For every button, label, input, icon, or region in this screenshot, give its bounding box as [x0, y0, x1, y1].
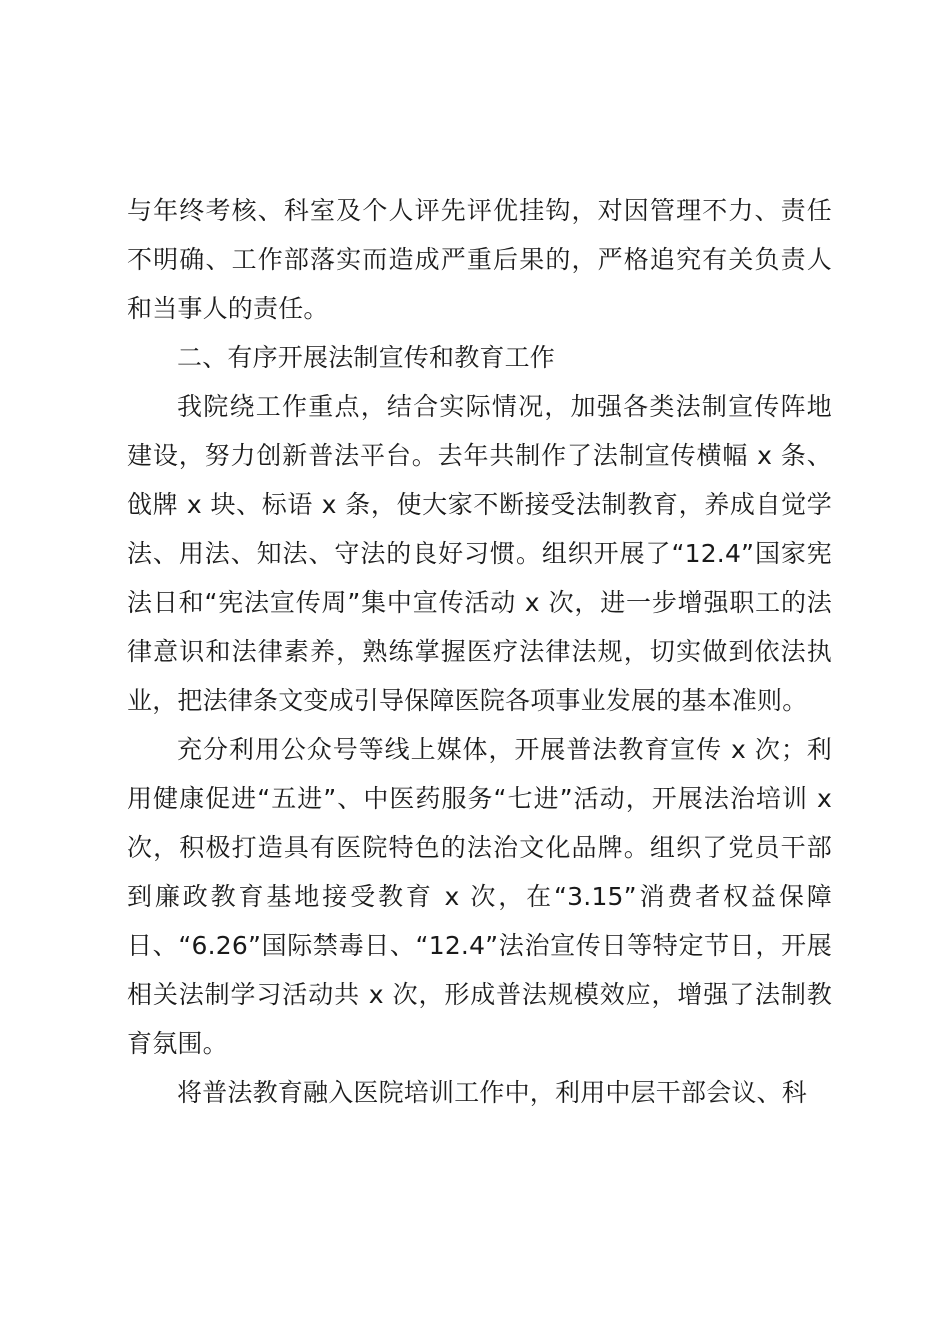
body-paragraph: 我院绕工作重点，结合实际情况，加强各类法制宣传阵地建设，努力创新普法平台。去年共制作了法制宣传横幅 x 条、戗牌 x 块、标语 x 条，使大家不断接受法制教育，养成自觉学法、用法、知法、守法的良好习惯。组织开展了“12.4”国家宪法日和“宪法宣传周”集中宣传活动 x 次，进一步增强职工的法律意识和法律素养，熟练掌握医疗法律法规，切实做到依法执业，把法律条文变成引导保障医院各项事业发展的基本准则。 [127, 392, 832, 715]
section-heading: 二、有序开展法制宣传和教育工作 [177, 343, 556, 372]
continuation-paragraph: 与年终考核、科室及个人评先评优挂钩，对因管理不力、责任不明确、工作部落实而造成严重后果的，严格追究有关负责人和当事人的责任。 [127, 196, 832, 323]
document-body [127, 186, 832, 1117]
body-paragraph: 将普法教育融入医院培训工作中，利用中层干部会议、科 [177, 1078, 808, 1107]
body-paragraph: 充分利用公众号等线上媒体，开展普法教育宣传 x 次；利用健康促进“五进”、中医药服务“七进”活动，开展法治培训 x 次，积极打造具有医院特色的法治文化品牌。组织了党员干部到廉政教育基地接受教育 x 次，在“3.15”消费者权益保障日、“6.26”国际禁毒日、“12.4”法治宣传日等特定节日，开展相关法制学习活动共 x 次，形成普法规模效应，增强了法制教育氛围。 [127, 735, 832, 1058]
